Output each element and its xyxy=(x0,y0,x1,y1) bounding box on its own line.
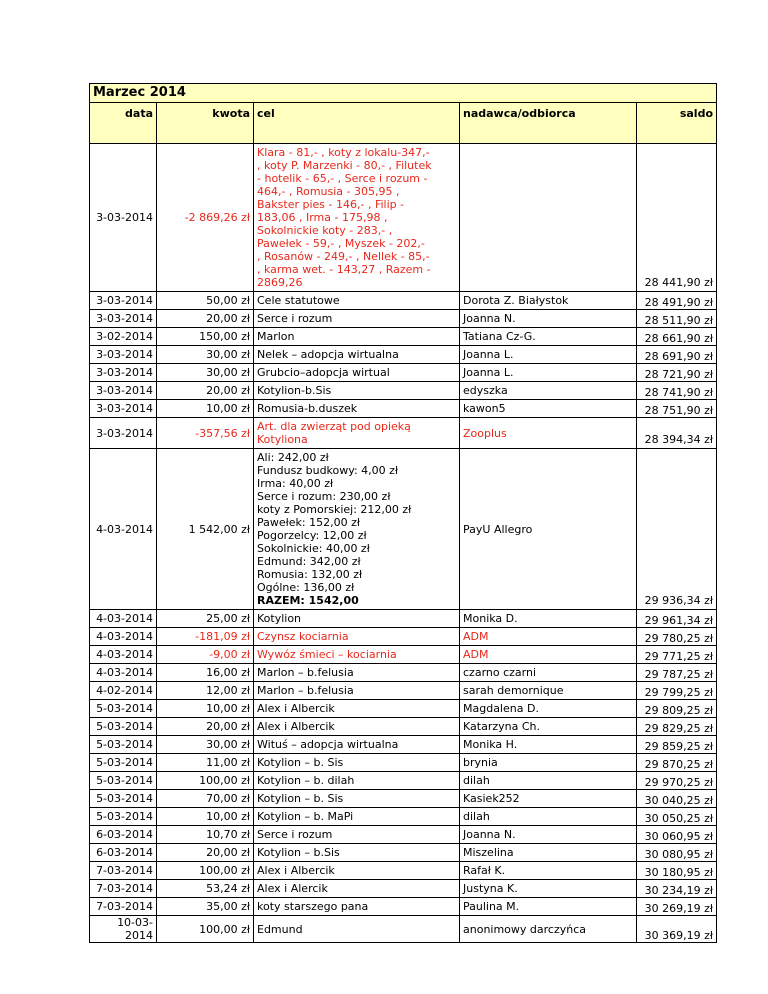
cell-saldo: 28 661,90 zł xyxy=(637,328,717,346)
cell-kwota: 10,00 zł xyxy=(157,400,254,418)
cel-line: Sokolnickie koty - 283,- , xyxy=(257,224,393,237)
cell-nadawca: Joanna N. xyxy=(460,310,637,328)
cell-data: 6-03-2014 xyxy=(90,844,157,862)
cel-line: Kotyliona xyxy=(257,433,308,446)
table-row xyxy=(90,449,717,610)
cell-kwota: 35,00 zł xyxy=(157,898,254,916)
cell-data: 3-03-2014 xyxy=(90,400,157,418)
cell-saldo: 28 511,90 zł xyxy=(637,310,717,328)
cell-nadawca: Kasiek252 xyxy=(460,790,637,808)
table-row xyxy=(90,310,717,328)
table-row xyxy=(90,382,717,400)
cel-line: Art. dla zwierząt pod opieką xyxy=(257,420,411,433)
header-saldo: saldo xyxy=(637,103,717,144)
cell-saldo: 28 394,34 zł xyxy=(637,418,717,449)
month-title: Marzec 2014 xyxy=(90,84,717,103)
cell-data: 3-03-2014 xyxy=(90,418,157,449)
cel-line: 464,- , Romusia - 305,95 , xyxy=(257,185,400,198)
table-row xyxy=(90,400,717,418)
cell-data: 5-03-2014 xyxy=(90,808,157,826)
cell-saldo: 29 780,25 zł xyxy=(637,628,717,646)
header-row xyxy=(90,103,717,144)
cell-nadawca: Justyna K. xyxy=(460,880,637,898)
cell-saldo: 29 829,25 zł xyxy=(637,718,717,736)
cell-saldo: 29 961,34 zł xyxy=(637,610,717,628)
cell-nadawca: Monika D. xyxy=(460,610,637,628)
cell-nadawca: dilah xyxy=(460,772,637,790)
cell-data: 5-03-2014 xyxy=(90,700,157,718)
cel-line: Pogorzelcy: 12,00 zł xyxy=(257,529,367,542)
cel-line: Sokolnickie: 40,00 zł xyxy=(257,542,370,555)
cell-cel: Wywóz śmieci – kociarnia xyxy=(254,646,460,664)
cell-saldo: 28 751,90 zł xyxy=(637,400,717,418)
cel-line: Romusia: 132,00 zł xyxy=(257,568,363,581)
table-row xyxy=(90,610,717,628)
table-row xyxy=(90,826,717,844)
cell-nadawca xyxy=(460,144,637,292)
table-row xyxy=(90,664,717,682)
cell-kwota: -9,00 zł xyxy=(157,646,254,664)
ledger-body xyxy=(90,144,717,943)
cell-saldo: 28 441,90 zł xyxy=(637,144,717,292)
table-row xyxy=(90,916,717,943)
cell-cel: Kotylion xyxy=(254,610,460,628)
cell-kwota: 100,00 zł xyxy=(157,916,254,943)
cell-saldo: 30 040,25 zł xyxy=(637,790,717,808)
cell-nadawca: Miszelina xyxy=(460,844,637,862)
table-row xyxy=(90,328,717,346)
cell-data: 10-03-2014 xyxy=(90,916,157,943)
cell-kwota: -357,56 zł xyxy=(157,418,254,449)
cell-nadawca: Monika H. xyxy=(460,736,637,754)
cell-kwota: 1 542,00 zł xyxy=(157,449,254,610)
cell-data: 5-03-2014 xyxy=(90,718,157,736)
cell-nadawca: kawon5 xyxy=(460,400,637,418)
cell-cel: Kotylion – b. dilah xyxy=(254,772,460,790)
header-kwota: kwota xyxy=(157,103,254,144)
cell-saldo: 30 080,95 zł xyxy=(637,844,717,862)
cell-data: 4-03-2014 xyxy=(90,664,157,682)
cell-data: 4-03-2014 xyxy=(90,646,157,664)
cell-cel xyxy=(254,144,460,292)
cell-data: 5-03-2014 xyxy=(90,754,157,772)
cel-line: , Rosanów - 249,- , Nellek - 85,- xyxy=(257,250,430,263)
cell-saldo: 29 799,25 zł xyxy=(637,682,717,700)
cell-data: 4-03-2014 xyxy=(90,610,157,628)
cell-data: 4-03-2014 xyxy=(90,628,157,646)
cell-cel: Alex i Albercik xyxy=(254,862,460,880)
cell-nadawca: brynia xyxy=(460,754,637,772)
cell-kwota: 150,00 zł xyxy=(157,328,254,346)
cell-cel: Edmund xyxy=(254,916,460,943)
cel-line: 183,06 , Irma - 175,98 , xyxy=(257,211,388,224)
cell-kwota: 20,00 zł xyxy=(157,844,254,862)
cell-cel: Alex i Albercik xyxy=(254,700,460,718)
cell-nadawca: sarah demornique xyxy=(460,682,637,700)
cel-line: Ogólne: 136,00 zł xyxy=(257,581,355,594)
cell-kwota: 100,00 zł xyxy=(157,862,254,880)
cell-cel: Alex i Albercik xyxy=(254,718,460,736)
cell-nadawca: Tatiana Cz-G. xyxy=(460,328,637,346)
cell-cel xyxy=(254,449,460,610)
cell-data: 5-03-2014 xyxy=(90,772,157,790)
cell-kwota: 20,00 zł xyxy=(157,310,254,328)
cell-cel: Czynsz kociarnia xyxy=(254,628,460,646)
header-data: data xyxy=(90,103,157,144)
cel-line: Edmund: 342,00 zł xyxy=(257,555,361,568)
cel-line: Irma: 40,00 zł xyxy=(257,477,334,490)
cell-data: 3-03-2014 xyxy=(90,382,157,400)
cel-line: Klara - 81,- , koty z lokalu-347,- xyxy=(257,146,430,159)
cell-data: 7-03-2014 xyxy=(90,862,157,880)
cel-line: Serce i rozum: 230,00 zł xyxy=(257,490,391,503)
cell-data: 3-02-2014 xyxy=(90,328,157,346)
cell-cel: Serce i rozum xyxy=(254,826,460,844)
cell-data: 3-03-2014 xyxy=(90,364,157,382)
table-row xyxy=(90,346,717,364)
cell-kwota: 10,00 zł xyxy=(157,808,254,826)
table-row xyxy=(90,718,717,736)
cell-nadawca: edyszka xyxy=(460,382,637,400)
cell-data: 3-03-2014 xyxy=(90,310,157,328)
cell-nadawca: Joanna L. xyxy=(460,364,637,382)
cell-kwota: -2 869,26 zł xyxy=(157,144,254,292)
table-row xyxy=(90,880,717,898)
cell-kwota: 30,00 zł xyxy=(157,346,254,364)
cell-nadawca: Joanna N. xyxy=(460,826,637,844)
cell-kwota: 12,00 zł xyxy=(157,682,254,700)
cell-cel: Kotylion – b. Sis xyxy=(254,754,460,772)
cell-cel: Romusia-b.duszek xyxy=(254,400,460,418)
cell-cel: Kotylion – b.Sis xyxy=(254,844,460,862)
table-row xyxy=(90,364,717,382)
cell-kwota: 70,00 zł xyxy=(157,790,254,808)
cel-line: Pawełek - 59,- , Myszek - 202,- xyxy=(257,237,425,250)
cell-cel: Kotylion – b. Sis xyxy=(254,790,460,808)
table-row xyxy=(90,808,717,826)
cell-data: 5-03-2014 xyxy=(90,790,157,808)
cell-cel: Kotylion-b.Sis xyxy=(254,382,460,400)
cell-saldo: 29 771,25 zł xyxy=(637,646,717,664)
cell-saldo: 30 060,95 zł xyxy=(637,826,717,844)
cell-data: 6-03-2014 xyxy=(90,826,157,844)
cell-nadawca: ADM xyxy=(460,646,637,664)
cell-saldo: 30 050,25 zł xyxy=(637,808,717,826)
cell-saldo: 29 936,34 zł xyxy=(637,449,717,610)
cell-data: 4-02-2014 xyxy=(90,682,157,700)
ledger-table xyxy=(89,83,717,943)
cell-saldo: 28 491,90 zł xyxy=(637,292,717,310)
cell-nadawca: PayU Allegro xyxy=(460,449,637,610)
cell-cel: Cele statutowe xyxy=(254,292,460,310)
cell-saldo: 30 180,95 zł xyxy=(637,862,717,880)
cell-data: 4-03-2014 xyxy=(90,449,157,610)
table-row xyxy=(90,772,717,790)
cell-data: 3-03-2014 xyxy=(90,346,157,364)
cell-cel: Grubcio–adopcja wirtual xyxy=(254,364,460,382)
cell-saldo: 30 369,19 zł xyxy=(637,916,717,943)
cell-kwota: 30,00 zł xyxy=(157,736,254,754)
cell-saldo: 30 269,19 zł xyxy=(637,898,717,916)
table-row xyxy=(90,682,717,700)
cell-cel xyxy=(254,418,460,449)
header-nadawca: nadawca/odbiorca xyxy=(460,103,637,144)
cell-nadawca: Dorota Z. Białystok xyxy=(460,292,637,310)
cel-total: RAZEM: 1542,00 xyxy=(257,594,359,607)
table-row xyxy=(90,754,717,772)
cell-data: 3-03-2014 xyxy=(90,292,157,310)
cell-kwota: 30,00 zł xyxy=(157,364,254,382)
cell-cel: Marlon xyxy=(254,328,460,346)
cell-nadawca: Paulina M. xyxy=(460,898,637,916)
table-row xyxy=(90,736,717,754)
cell-kwota: 50,00 zł xyxy=(157,292,254,310)
table-row xyxy=(90,418,717,449)
cell-nadawca: Zooplus xyxy=(460,418,637,449)
cell-kwota: -181,09 zł xyxy=(157,628,254,646)
table-row xyxy=(90,292,717,310)
cell-saldo: 29 809,25 zł xyxy=(637,700,717,718)
cell-data: 3-03-2014 xyxy=(90,144,157,292)
cell-nadawca: dilah xyxy=(460,808,637,826)
cel-line: , karma wet. - 143,27 , Razem - xyxy=(257,263,431,276)
cell-data: 7-03-2014 xyxy=(90,898,157,916)
cell-nadawca: czarno czarni xyxy=(460,664,637,682)
cell-kwota: 25,00 zł xyxy=(157,610,254,628)
cell-cel: Alex i Alercik xyxy=(254,880,460,898)
cel-line: , koty P. Marzenki - 80,- , Filutek xyxy=(257,159,432,172)
table-row xyxy=(90,700,717,718)
cell-saldo: 29 970,25 zł xyxy=(637,772,717,790)
table-row xyxy=(90,898,717,916)
table-row xyxy=(90,862,717,880)
cel-line: - hotelik - 65,- , Serce i rozum - xyxy=(257,172,428,185)
cell-kwota: 10,00 zł xyxy=(157,700,254,718)
table-row xyxy=(90,790,717,808)
cel-line: Ali: 242,00 zł xyxy=(257,451,329,464)
cell-nadawca: Rafał K. xyxy=(460,862,637,880)
cell-saldo: 28 691,90 zł xyxy=(637,346,717,364)
cell-kwota: 53,24 zł xyxy=(157,880,254,898)
cell-saldo: 29 787,25 zł xyxy=(637,664,717,682)
cell-data: 5-03-2014 xyxy=(90,736,157,754)
cel-line: 2869,26 xyxy=(257,276,303,289)
cell-cel: Marlon – b.felusia xyxy=(254,664,460,682)
cell-nadawca: anonimowy darczyńca xyxy=(460,916,637,943)
ledger-sheet xyxy=(89,83,716,943)
cell-cel: Serce i rozum xyxy=(254,310,460,328)
table-row xyxy=(90,646,717,664)
cel-line: Fundusz budkowy: 4,00 zł xyxy=(257,464,399,477)
cell-kwota: 20,00 zł xyxy=(157,718,254,736)
table-row xyxy=(90,144,717,292)
cell-kwota: 11,00 zł xyxy=(157,754,254,772)
cell-kwota: 100,00 zł xyxy=(157,772,254,790)
cell-saldo: 29 859,25 zł xyxy=(637,736,717,754)
cell-kwota: 20,00 zł xyxy=(157,382,254,400)
cell-saldo: 29 870,25 zł xyxy=(637,754,717,772)
cell-nadawca: Magdalena D. xyxy=(460,700,637,718)
cell-cel: koty starszego pana xyxy=(254,898,460,916)
table-row xyxy=(90,844,717,862)
cell-nadawca: ADM xyxy=(460,628,637,646)
cell-saldo: 30 234,19 zł xyxy=(637,880,717,898)
cell-cel: Nelek – adopcja wirtualna xyxy=(254,346,460,364)
cell-cel: Wituś – adopcja wirtualna xyxy=(254,736,460,754)
cell-cel: Marlon – b.felusia xyxy=(254,682,460,700)
cel-line: Pawełek: 152,00 zł xyxy=(257,516,360,529)
cel-line: koty z Pomorskiej: 212,00 zł xyxy=(257,503,412,516)
header-cel: cel xyxy=(254,103,460,144)
cell-cel: Kotylion – b. MaPi xyxy=(254,808,460,826)
cell-nadawca: Joanna L. xyxy=(460,346,637,364)
cell-saldo: 28 741,90 zł xyxy=(637,382,717,400)
cell-kwota: 16,00 zł xyxy=(157,664,254,682)
cel-line: Bakster pies - 146,- , Filip - xyxy=(257,198,405,211)
table-row xyxy=(90,628,717,646)
cell-kwota: 10,70 zł xyxy=(157,826,254,844)
cell-data: 7-03-2014 xyxy=(90,880,157,898)
cell-saldo: 28 721,90 zł xyxy=(637,364,717,382)
cell-nadawca: Katarzyna Ch. xyxy=(460,718,637,736)
